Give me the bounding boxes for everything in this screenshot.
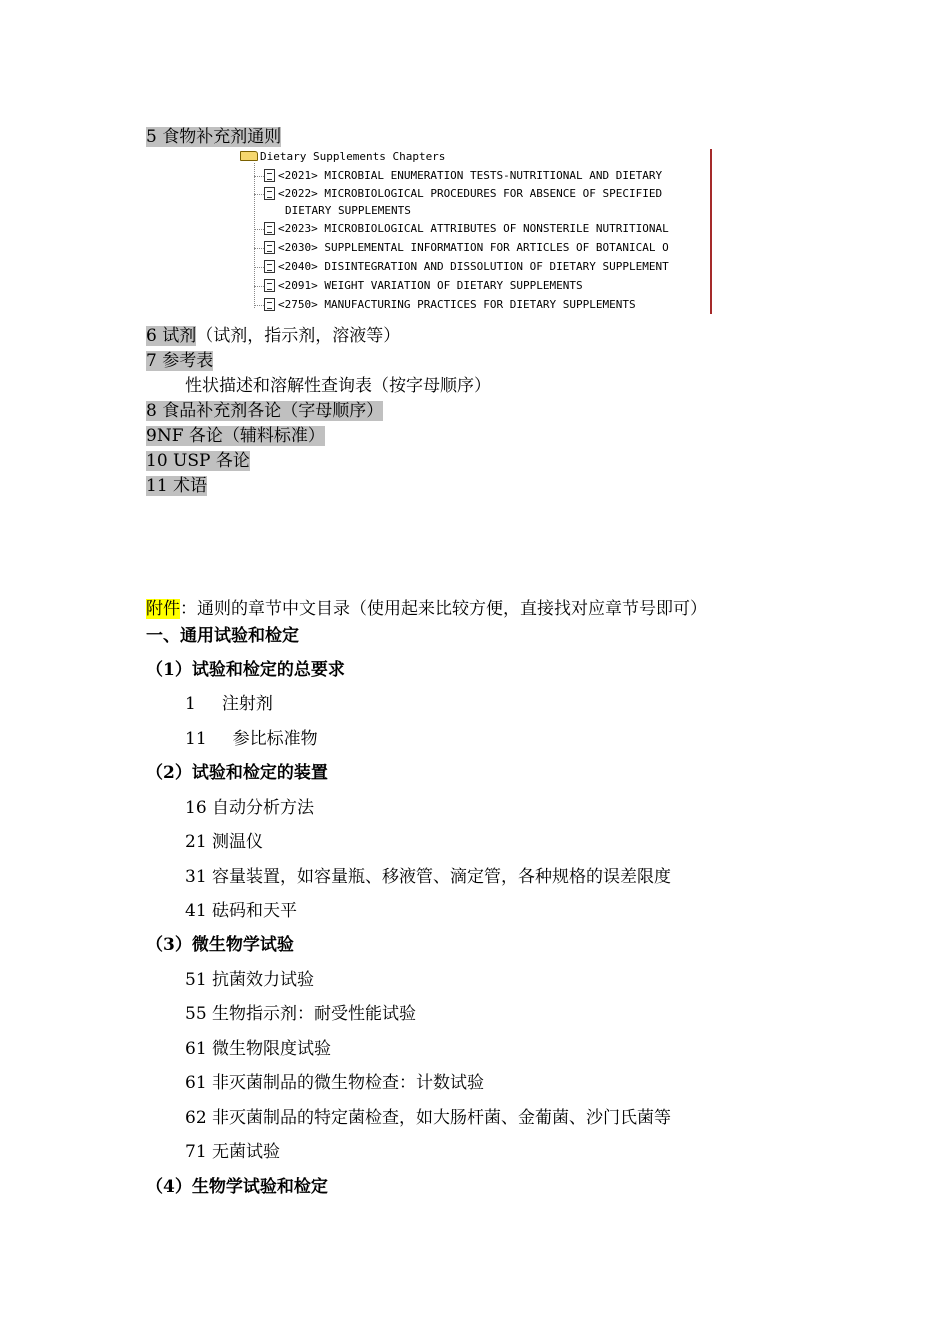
chapter-item: 21 测温仪 (185, 832, 264, 852)
document-icon (264, 222, 275, 235)
appendix-intro (146, 598, 707, 620)
chapter-item: 31 容量装置，如容量瓶、移液管、滴定管，各种规格的误差限度 (185, 867, 672, 887)
document-icon (264, 169, 275, 182)
section-5 (146, 126, 281, 148)
chapter-item: 71 无菌试验 (185, 1142, 281, 1162)
tree-item-2021[interactable]: <2021> MICROBIAL ENUMERATION TESTS-NUTRITIONAL AND DIETARY (254, 168, 662, 183)
appendix-label: 附件 (146, 599, 180, 619)
document-icon (264, 241, 275, 254)
chapter-item: 11 参比标准物 (185, 729, 318, 749)
appendix-heading: 一、通用试验和检定 (146, 626, 299, 646)
group-title: （1）试验和检定的总要求 (146, 660, 345, 680)
tree-root[interactable] (240, 150, 445, 164)
section-11: 11 术语 (146, 476, 208, 496)
chapter-item: 62 非灭菌制品的特定菌检查，如大肠杆菌、金葡菌、沙门氏菌等 (185, 1108, 672, 1128)
chapter-item: 61 微生物限度试验 (185, 1039, 332, 1059)
section-10: 10 USP 各论 (146, 451, 250, 471)
section-title: 食物补充剂通则 (162, 127, 282, 147)
chapter-item: 1 注射剂 (185, 694, 273, 714)
tree-item-2750[interactable]: <2750> MANUFACTURING PRACTICES FOR DIETARY SUPPLEMENTS (254, 297, 636, 312)
tree-root-label: Dietary Supplements Chapters (260, 150, 446, 163)
section-6: 6 试剂（试剂，指示剂，溶液等） (146, 326, 401, 346)
tree-item-2023[interactable]: <2023> MICROBIOLOGICAL ATTRIBUTES OF NONSTERILE NUTRITIONAL (254, 221, 669, 236)
chapter-item: 61 非灭菌制品的微生物检查：计数试验 (185, 1073, 485, 1093)
section-7-sub: 性状描述和溶解性查询表（按字母顺序） (185, 376, 491, 396)
dietary-supplements-tree (236, 149, 712, 314)
tree-item-2091[interactable]: <2091> WEIGHT VARIATION OF DIETARY SUPPLEMENTS (254, 278, 583, 293)
section-note: （试剂，指示剂，溶液等） (196, 326, 401, 346)
document-icon (264, 279, 275, 292)
group-title: （2）试验和检定的装置 (146, 763, 328, 783)
folder-open-icon (240, 151, 258, 161)
section-9: 9NF 各论（辅料标准） (146, 426, 325, 446)
chapter-item: 55 生物指示剂：耐受性能试验 (185, 1004, 417, 1024)
section-number: 5 (146, 127, 157, 147)
document-icon (264, 298, 275, 311)
appendix-text: ：通则的章节中文目录（使用起来比较方便，直接找对应章节号即可） (180, 599, 707, 619)
tree-item-2030[interactable]: <2030> SUPPLEMENTAL INFORMATION FOR ARTICLES OF BOTANICAL O (254, 240, 669, 255)
section-8: 8 食品补充剂各论（字母顺序） (146, 401, 384, 421)
group-title: （3）微生物学试验 (146, 935, 294, 955)
document-icon (264, 187, 275, 200)
chapter-item: 16 自动分析方法 (185, 798, 315, 818)
chapter-item: 41 砝码和天平 (185, 901, 298, 921)
section-7: 7 参考表 (146, 351, 214, 371)
chapter-item: 51 抗菌效力试验 (185, 970, 315, 990)
tree-item-2022-continued: DIETARY SUPPLEMENTS (285, 204, 411, 217)
group-title: （4）生物学试验和检定 (146, 1177, 328, 1197)
tree-item-2022[interactable]: <2022> MICROBIOLOGICAL PROCEDURES FOR ABSENCE OF SPECIFIED (254, 186, 662, 201)
document-icon (264, 260, 275, 273)
tree-item-2040[interactable]: <2040> DISINTEGRATION AND DISSOLUTION OF DIETARY SUPPLEMENT (254, 259, 669, 274)
